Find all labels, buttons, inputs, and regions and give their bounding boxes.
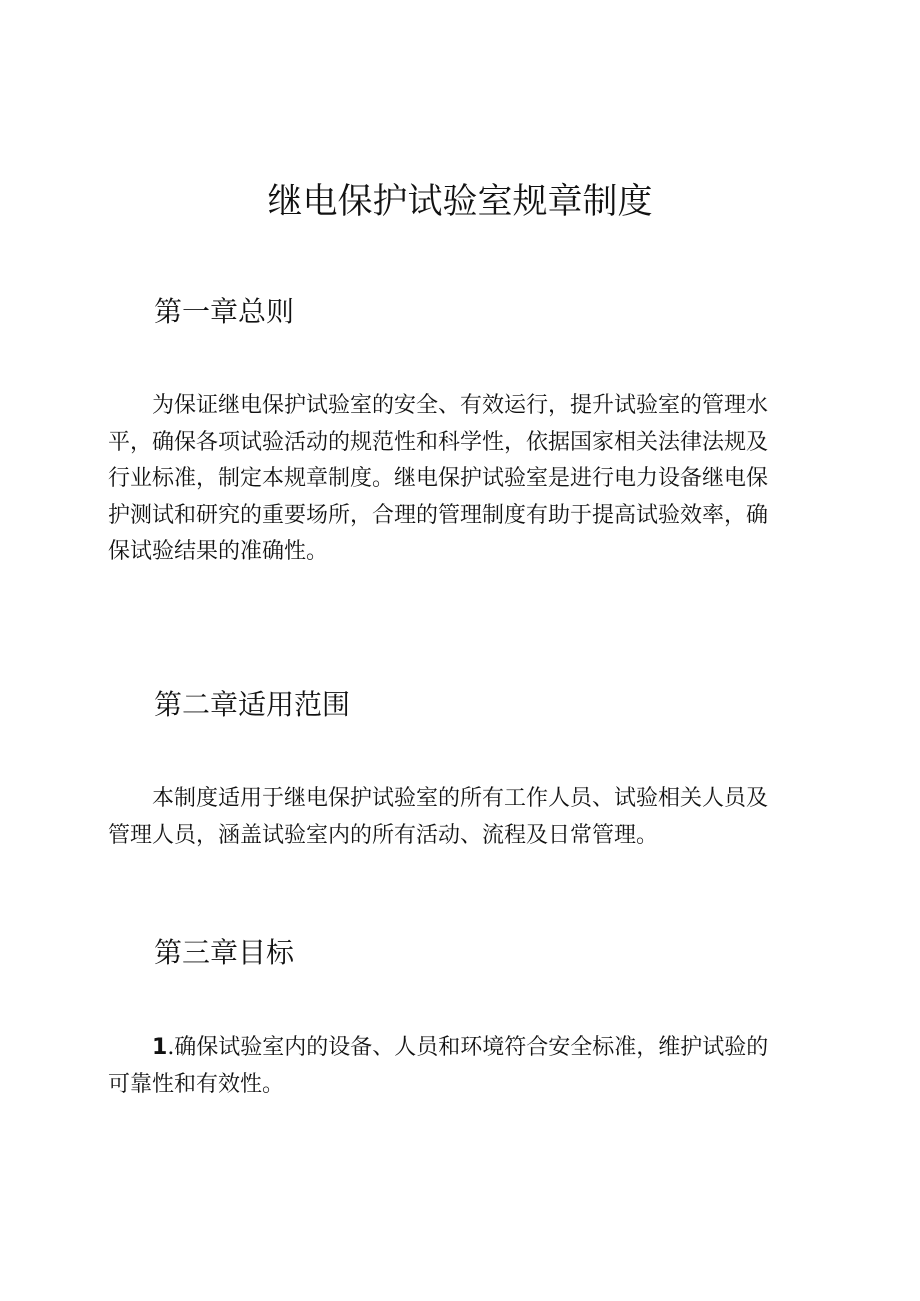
chapter-2-paragraph <box>108 781 808 854</box>
paragraph-line: 管理人员，涵盖试验室内的所有活动、流程及日常管理。 <box>108 822 659 848</box>
list-item-line <box>108 1030 808 1067</box>
paragraph-line: 行业标准，制定本规章制度。继电保护试验室是进行电力设备继电保 <box>108 466 769 491</box>
paragraph-line: 本制度适用于继电保护试验室的所有工作人员、试验相关人员及 <box>152 786 769 811</box>
list-item-text: .确保试验室内的设备、人员和环境符合安全标准，维护试验的 <box>167 1035 769 1060</box>
chapter-2-heading: 第二章适用范围 <box>154 688 351 721</box>
document-title: 继电保护试验室规章制度 <box>267 182 653 222</box>
paragraph-line: 为保证继电保护试验室的安全、有效运行，提升试验室的管理水 <box>152 393 769 418</box>
list-item-number: 1 <box>152 1035 168 1060</box>
paragraph-line: 平，确保各项试验活动的规范性和科学性，依据国家相关法律法规及 <box>108 429 769 455</box>
chapter-3-heading: 第三章目标 <box>154 936 295 969</box>
chapter-1-paragraph <box>108 388 808 571</box>
paragraph-line: 护测试和研究的重要场所，合理的管理制度有助于提高试验效率，确 <box>108 502 769 528</box>
paragraph-line: 保试验结果的准确性。 <box>108 539 329 564</box>
chapter-3-list-item <box>108 1030 808 1103</box>
chapter-1-heading: 第一章总则 <box>154 295 295 328</box>
list-item-line: 可靠性和有效性。 <box>108 1071 285 1097</box>
